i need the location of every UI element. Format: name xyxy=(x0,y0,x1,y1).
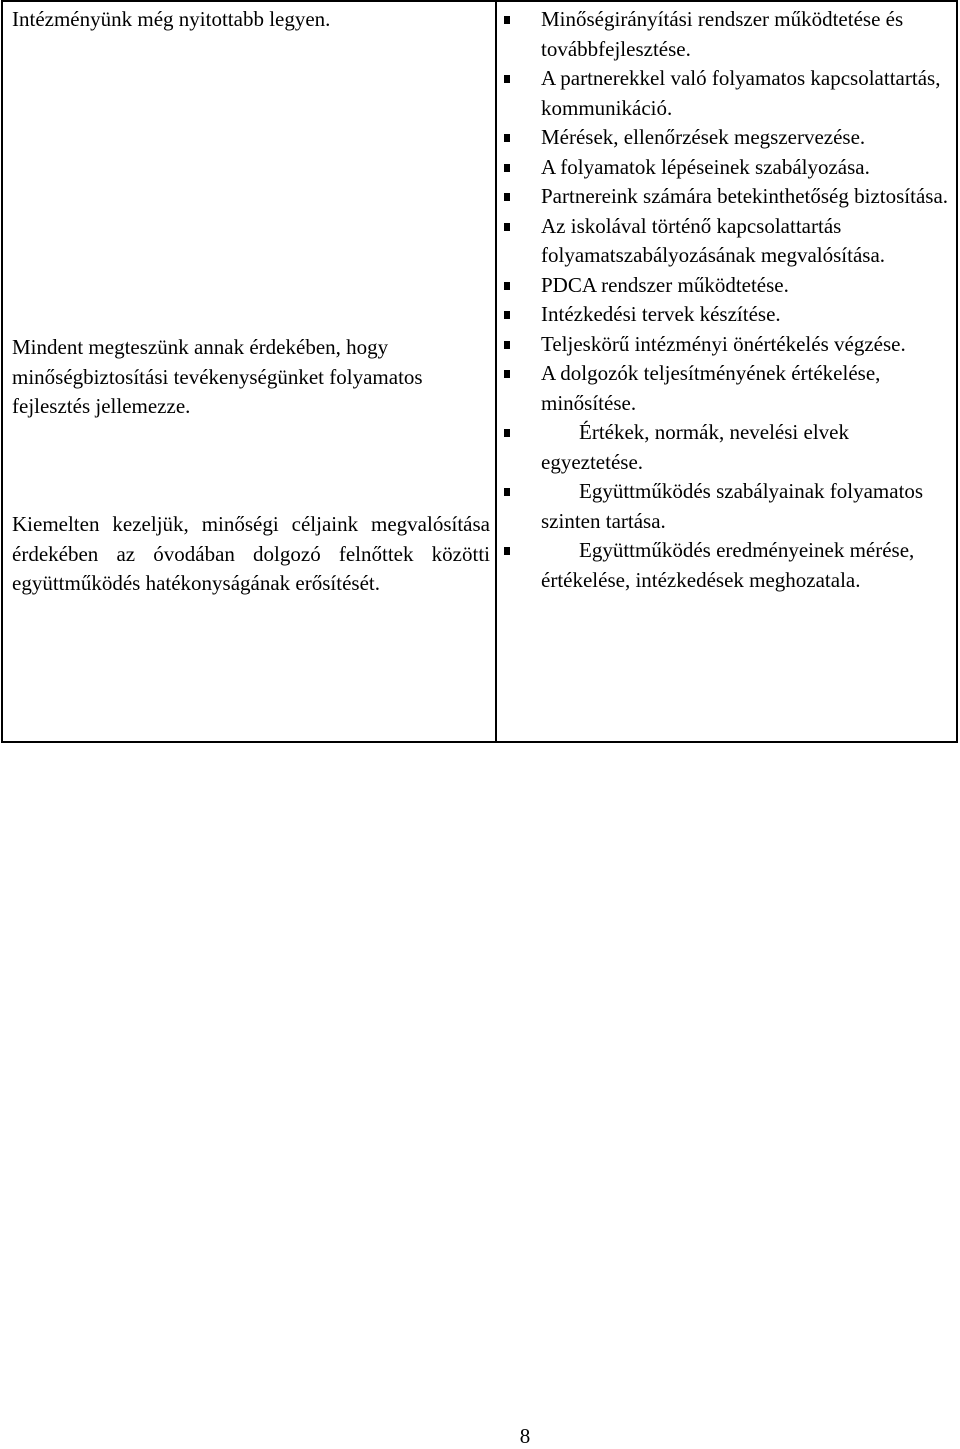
document-table xyxy=(1,0,958,743)
list-item-text: Minőségirányítási rendszer működtetése és továbbfejlesztése. xyxy=(541,7,904,61)
list-item xyxy=(541,271,951,301)
list-item xyxy=(541,536,951,595)
square-bullet-icon xyxy=(504,341,510,349)
square-bullet-icon xyxy=(504,370,510,378)
list-item-text: Mérések, ellenőrzések megszervezése. xyxy=(541,125,866,149)
list-item-text: A partnerekkel való folyamatos kapcsolattartás, kommunikáció. xyxy=(541,66,941,120)
square-bullet-icon xyxy=(504,75,510,83)
cooperation-paragraph: Kiemelten kezeljük, minőségi céljaink megvalósítása érdekében az óvodában dolgozó felnőttek közötti együttműködés hatékonyságának erősítését. xyxy=(12,512,490,595)
list-item-text: A dolgozók teljesítményének értékelése, minősítése. xyxy=(541,361,881,415)
page-number: 8 xyxy=(519,1424,531,1448)
list-item-text: Teljeskörű intézményi önértékelés végzése. xyxy=(541,331,906,356)
list-item xyxy=(541,5,951,64)
square-bullet-icon xyxy=(504,429,510,437)
list-item xyxy=(541,359,951,418)
square-bullet-icon xyxy=(504,164,510,172)
square-bullet-icon xyxy=(504,223,510,231)
square-bullet-icon xyxy=(504,311,510,319)
list-item xyxy=(541,123,951,153)
square-bullet-icon xyxy=(504,488,510,496)
list-item xyxy=(541,64,951,123)
list-item xyxy=(541,212,951,271)
square-bullet-icon xyxy=(504,134,510,142)
list-item-text: Intézkedési tervek készítése. xyxy=(541,302,781,326)
list-item-text: Együttműködés szabályainak folyamatos szinten tartása. xyxy=(541,479,924,533)
list-item-text: PDCA rendszer működtetése. xyxy=(541,272,789,297)
square-bullet-icon xyxy=(504,547,510,555)
intro-text: Intézményünk még nyitottabb legyen. xyxy=(12,7,331,31)
list-item xyxy=(541,153,951,183)
list-item-text: Partnereink számára betekinthetőség biztosítása. xyxy=(541,184,949,208)
list-item xyxy=(541,477,951,536)
list-item-text: Az iskolával történő kapcsolattartás folyamatszabályozásának megvalósítása. xyxy=(541,213,886,267)
list-item-text: A folyamatok lépéseinek szabályozása. xyxy=(541,154,870,179)
list-item xyxy=(541,418,951,477)
quality-assurance-paragraph: Mindent megteszünk annak érdekében, hogy minőségbiztosítási tevékenységünket folyamatos fejlesztés jellemezze. xyxy=(12,335,423,418)
list-item xyxy=(541,182,951,212)
list-item-text: Együttműködés eredményeinek mérése, értékelése, intézkedések meghozatala. xyxy=(541,538,915,592)
column-divider xyxy=(495,2,497,741)
square-bullet-icon xyxy=(504,16,510,24)
list-item xyxy=(541,330,951,360)
task-list xyxy=(541,5,951,595)
square-bullet-icon xyxy=(504,193,510,201)
square-bullet-icon xyxy=(504,282,510,290)
list-item-text: Értékek, normák, nevelési elvek egyeztetése. xyxy=(541,420,849,474)
list-item xyxy=(541,300,951,330)
right-column xyxy=(541,5,951,595)
